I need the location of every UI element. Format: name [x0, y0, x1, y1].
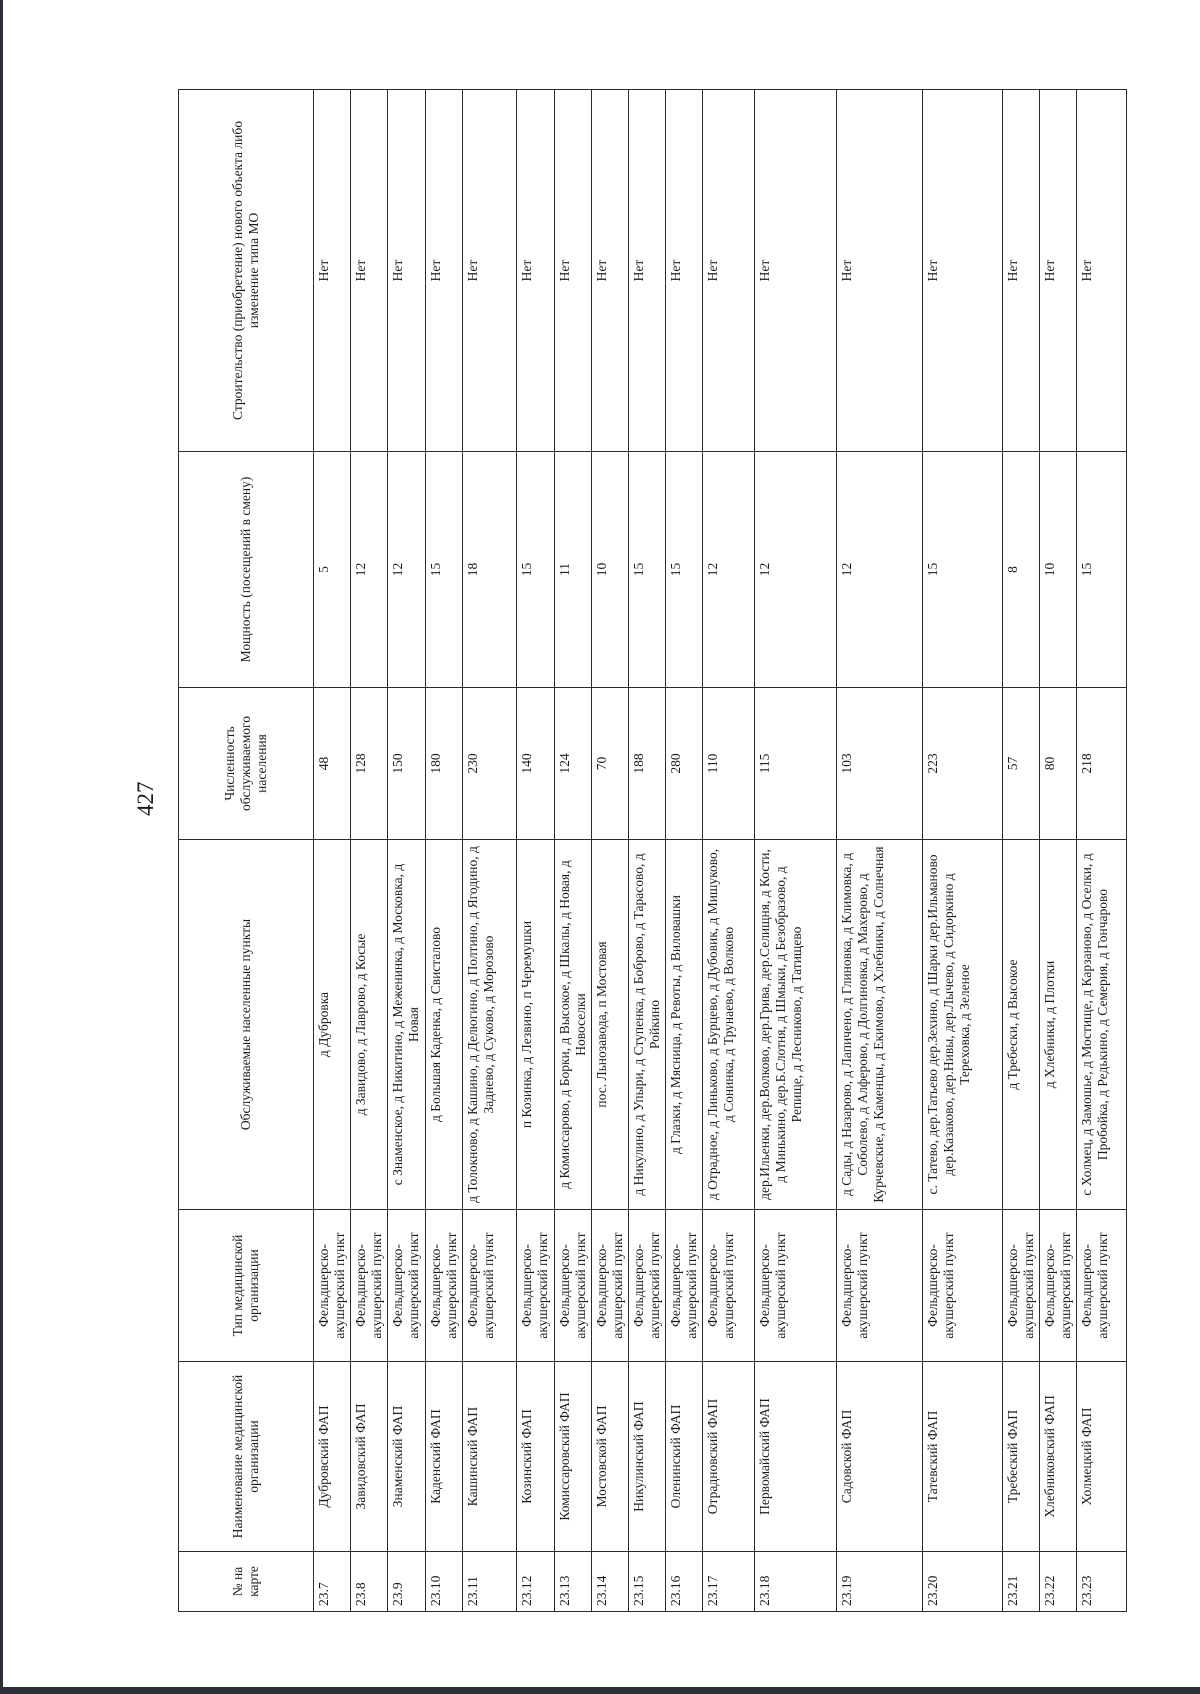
cell-population: 57: [1003, 688, 1040, 840]
cell-served-settlements: д Требески, д Высокое: [1003, 840, 1040, 1210]
cell-organization-name: Хлебниковский ФАП: [1040, 1362, 1077, 1552]
cell-map-number: 23.18: [755, 1552, 837, 1612]
cell-map-number: 23.8: [351, 1552, 388, 1612]
cell-map-number: 23.7: [314, 1552, 351, 1612]
cell-construction: Нет: [388, 90, 426, 452]
cell-construction: Нет: [1077, 90, 1127, 452]
cell-organization-name: Дубровский ФАП: [314, 1362, 351, 1552]
cell-served-settlements: д Хлебники, д Плотки: [1040, 840, 1077, 1210]
cell-organization-type: Фельдшерско-акушерский пункт: [703, 1210, 755, 1362]
cell-population: 223: [923, 688, 1003, 840]
page-number: 427: [133, 781, 158, 816]
cell-map-number: 23.12: [517, 1552, 555, 1612]
cell-served-settlements: д Отрадное, д Линьково, д Бурцево, д Дубовик, д Мишуково, д Сонинка, д Трунаево, д Волково: [703, 840, 755, 1210]
cell-population: 80: [1040, 688, 1077, 840]
cell-organization-name: Оленинский ФАП: [666, 1362, 703, 1552]
cell-population: 188: [629, 688, 666, 840]
scan-border-bottom: [0, 1687, 1200, 1694]
cell-capacity: 15: [666, 452, 703, 688]
cell-population: 218: [1077, 688, 1127, 840]
cell-served-settlements: д Комиссарово, д Борки, д Высокое, д Шкалы, д Новая, д Новоселки: [555, 840, 592, 1210]
cell-map-number: 23.23: [1077, 1552, 1127, 1612]
table-row: [755, 90, 837, 1612]
medical-organizations-table: [178, 89, 1127, 1612]
table-row: [463, 90, 517, 1612]
cell-organization-name: Завидовский ФАП: [351, 1362, 388, 1552]
cell-population: 128: [351, 688, 388, 840]
cell-map-number: 23.14: [592, 1552, 629, 1612]
cell-capacity: 12: [837, 452, 923, 688]
table-row: [1040, 90, 1077, 1612]
cell-served-settlements: д Дубровка: [314, 840, 351, 1210]
cell-map-number: 23.20: [923, 1552, 1003, 1612]
scan-border-left: [0, 0, 3, 1694]
cell-organization-type: Фельдшерско-акушерский пункт: [666, 1210, 703, 1362]
cell-served-settlements: д Сады, д Назарово, д Лапичено, д Глиновка, д Климовка, д Соболево, д Алферово, д Долгиновка, д Махерово, д Курчевские, д Каменцы, д Екимово, д Хлебники, д Солнечная: [837, 840, 923, 1210]
cell-population: 230: [463, 688, 517, 840]
table-row: [426, 90, 463, 1612]
cell-construction: Нет: [1003, 90, 1040, 452]
cell-population: 110: [703, 688, 755, 840]
cell-organization-name: Отрадновский ФАП: [703, 1362, 755, 1552]
cell-served-settlements: д Никулино, д Упыри, д Ступенка, д Боброво, д Тарасово, д Ройкино: [629, 840, 666, 1210]
cell-organization-name: Татевский ФАП: [923, 1362, 1003, 1552]
table-row: [837, 90, 923, 1612]
cell-organization-type: Фельдшерско-акушерский пункт: [923, 1210, 1003, 1362]
cell-organization-type: Фельдшерско-акушерский пункт: [1077, 1210, 1127, 1362]
cell-served-settlements: п Козинка, д Лезвино, п Черемушки: [517, 840, 555, 1210]
cell-organization-type: Фельдшерско-акушерский пункт: [1003, 1210, 1040, 1362]
cell-served-settlements: с Холмец, д Замошье, д Мостище, д Карзаново, д Оселки, д Пробойка, д Редькино, д Семерия, д Гончарово: [1077, 840, 1127, 1210]
table-row: [555, 90, 592, 1612]
cell-construction: Нет: [837, 90, 923, 452]
cell-capacity: 10: [592, 452, 629, 688]
cell-organization-name: Никулинский ФАП: [629, 1362, 666, 1552]
table-row: [314, 90, 351, 1612]
cell-organization-name: Знаменский ФАП: [388, 1362, 426, 1552]
cell-organization-type: Фельдшерско-акушерский пункт: [463, 1210, 517, 1362]
cell-organization-type: Фельдшерско-акушерский пункт: [1040, 1210, 1077, 1362]
cell-capacity: 15: [517, 452, 555, 688]
rotated-table-sheet: [178, 90, 1110, 1612]
cell-organization-name: Кашинский ФАП: [463, 1362, 517, 1552]
table-row: [666, 90, 703, 1612]
cell-map-number: 23.9: [388, 1552, 426, 1612]
cell-map-number: 23.22: [1040, 1552, 1077, 1612]
table-row: [592, 90, 629, 1612]
cell-served-settlements: д Большая Каденка, д Свисталово: [426, 840, 463, 1210]
header-organization-name: Наименование медицинской организации: [179, 1362, 314, 1552]
table-row: [351, 90, 388, 1612]
cell-capacity: 5: [314, 452, 351, 688]
table-row: [629, 90, 666, 1612]
header-construction: Строительство (приобретение) нового объекта либо изменение типа МО: [179, 90, 314, 452]
cell-map-number: 23.10: [426, 1552, 463, 1612]
cell-organization-name: Каденский ФАП: [426, 1362, 463, 1552]
cell-construction: Нет: [1040, 90, 1077, 452]
header-population: Численность обслуживаемого населения: [179, 688, 314, 840]
cell-construction: Нет: [426, 90, 463, 452]
header-map-number: № на карте: [179, 1552, 314, 1612]
cell-map-number: 23.21: [1003, 1552, 1040, 1612]
cell-population: 48: [314, 688, 351, 840]
cell-population: 140: [517, 688, 555, 840]
cell-map-number: 23.17: [703, 1552, 755, 1612]
cell-construction: Нет: [517, 90, 555, 452]
cell-organization-type: Фельдшерско-акушерский пункт: [837, 1210, 923, 1362]
cell-construction: Нет: [666, 90, 703, 452]
table-header-row: [179, 90, 314, 1612]
cell-construction: Нет: [351, 90, 388, 452]
cell-map-number: 23.16: [666, 1552, 703, 1612]
cell-organization-type: Фельдшерско-акушерский пункт: [555, 1210, 592, 1362]
table-row: [1003, 90, 1040, 1612]
cell-construction: Нет: [314, 90, 351, 452]
cell-organization-type: Фельдшерско-акушерский пункт: [629, 1210, 666, 1362]
cell-population: 180: [426, 688, 463, 840]
cell-capacity: 15: [923, 452, 1003, 688]
cell-construction: Нет: [555, 90, 592, 452]
cell-organization-type: Фельдшерско-акушерский пункт: [426, 1210, 463, 1362]
cell-organization-type: Фельдшерско-акушерский пункт: [351, 1210, 388, 1362]
cell-capacity: 15: [1077, 452, 1127, 688]
cell-capacity: 10: [1040, 452, 1077, 688]
cell-map-number: 23.15: [629, 1552, 666, 1612]
cell-organization-name: Мостовской ФАП: [592, 1362, 629, 1552]
header-served-settlements: Обслуживаемые населенные пункты: [179, 840, 314, 1210]
cell-construction: Нет: [629, 90, 666, 452]
table-row: [517, 90, 555, 1612]
cell-organization-type: Фельдшерско-акушерский пункт: [755, 1210, 837, 1362]
cell-capacity: 15: [629, 452, 666, 688]
cell-population: 124: [555, 688, 592, 840]
cell-organization-name: Требеский ФАП: [1003, 1362, 1040, 1552]
cell-population: 115: [755, 688, 837, 840]
cell-construction: Нет: [755, 90, 837, 452]
cell-population: 280: [666, 688, 703, 840]
cell-capacity: 18: [463, 452, 517, 688]
cell-served-settlements: дер.Ильенки, дер.Волково, дер.Грива, дер.Селищня, д Кости, д Минькино, дер.Б.Слотня, д Шмыки, д Безобразово, д Репище, д Лесниково, д Татищево: [755, 840, 837, 1210]
cell-map-number: 23.13: [555, 1552, 592, 1612]
cell-organization-name: Комиссаровский ФАП: [555, 1362, 592, 1552]
header-organization-type: Тип медицинской организации: [179, 1210, 314, 1362]
cell-organization-name: Садовской ФАП: [837, 1362, 923, 1552]
cell-capacity: 11: [555, 452, 592, 688]
cell-organization-type: Фельдшерско-акушерский пункт: [314, 1210, 351, 1362]
cell-served-settlements: д Завидово, д Лаврово, д Косые: [351, 840, 388, 1210]
cell-capacity: 12: [703, 452, 755, 688]
cell-capacity: 15: [426, 452, 463, 688]
cell-construction: Нет: [703, 90, 755, 452]
cell-organization-name: Первомайский ФАП: [755, 1362, 837, 1552]
cell-organization-name: Холмецкий ФАП: [1077, 1362, 1127, 1552]
cell-capacity: 8: [1003, 452, 1040, 688]
cell-construction: Нет: [592, 90, 629, 452]
cell-construction: Нет: [923, 90, 1003, 452]
cell-served-settlements: д Глазки, д Мясница, д Ревоты, д Виловашки: [666, 840, 703, 1210]
cell-construction: Нет: [463, 90, 517, 452]
table-row: [1077, 90, 1127, 1612]
cell-capacity: 12: [351, 452, 388, 688]
header-capacity: Мощность (посещений в смену): [179, 452, 314, 688]
cell-organization-name: Козинский ФАП: [517, 1362, 555, 1552]
cell-population: 70: [592, 688, 629, 840]
cell-organization-type: Фельдшерско-акушерский пункт: [388, 1210, 426, 1362]
cell-organization-type: Фельдшерско-акушерский пункт: [517, 1210, 555, 1362]
cell-organization-type: Фельдшерско-акушерский пункт: [592, 1210, 629, 1362]
table-row: [388, 90, 426, 1612]
cell-served-settlements: д Толокново, д Кашино, д Делюгино, д Полтино, д Ягодино, д Заднево, д Суково, д Морозово: [463, 840, 517, 1210]
cell-served-settlements: пос. Льнозавода, п Мостовая: [592, 840, 629, 1210]
table-row: [703, 90, 755, 1612]
cell-map-number: 23.19: [837, 1552, 923, 1612]
table-row: [923, 90, 1003, 1612]
cell-population: 150: [388, 688, 426, 840]
cell-served-settlements: с. Татево, дер.Татьево дер.Зехино, д Шарки дер.Ильманово дер.Казаково, дер.Нивы, дер.Лычево, д Сидоркино д Тереховка, д Зеленое: [923, 840, 1003, 1210]
cell-map-number: 23.11: [463, 1552, 517, 1612]
cell-served-settlements: с Знаменское, д Никитино, д Меженинка, д Московка, д Новая: [388, 840, 426, 1210]
cell-capacity: 12: [755, 452, 837, 688]
cell-capacity: 12: [388, 452, 426, 688]
cell-population: 103: [837, 688, 923, 840]
